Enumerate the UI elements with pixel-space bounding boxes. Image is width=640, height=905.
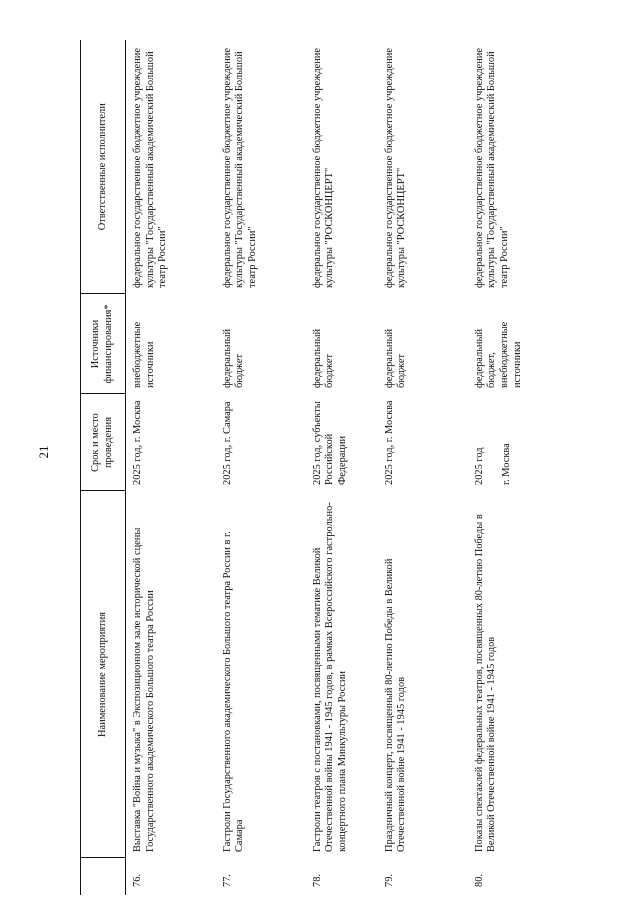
responsible-executor: федеральное государственное бюджетное учреждение культуры "Государственный академический Большой театр России" [473,48,510,288]
table-row [468,40,576,895]
funding-source: федеральный бюджет, внебюджетные источники [473,321,523,388]
event-term: 2025 год, г. Москва [132,400,143,485]
table-header-row [81,40,126,895]
event-term: 2025 год [473,447,485,485]
table-row [216,40,306,895]
funding-source: внебюджетные источники [132,321,156,388]
event-term: 2025 год, субъекты Российской Федерации [311,401,348,485]
responsible-executor: федеральное государственное бюджетное учреждение культуры "Государственный академический Большой театр России" [221,48,258,288]
row-number: 76. [132,874,143,887]
row-number: 78. [311,874,323,887]
header-num [81,858,126,895]
header-term: Срок и место проведения [81,394,126,491]
event-name: Выставка "Война и музыка" в Экспозиционном зале исторической сцены Государственного академического Большого театра России [132,527,156,852]
row-number: 79. [383,874,395,887]
table-row [378,40,468,895]
header-name: Наименование мероприятия [81,491,126,858]
responsible-executor: федеральное государственное бюджетное учреждение культуры "РОСКОНЦЕРТ" [383,48,408,288]
events-table [80,40,576,895]
header-responsible: Ответственные исполнители [81,40,126,294]
events-table-sheet [80,40,625,895]
event-term-cell [468,394,576,491]
row-number: 80. [473,874,485,887]
event-name: Гастроли Государственного академического Большого театра России в г. Самара [221,531,246,852]
page-number: 21 [36,445,51,459]
event-term: 2025 год, г. Москва [383,400,395,485]
row-number: 77. [221,874,233,887]
funding-source: федеральный бюджет [221,328,246,388]
event-term-place: г. Москва [500,443,512,485]
table-row [126,40,216,895]
event-name: Гастроли театров с постановками, посвященными тематике Великой Отечественной войны 1941 - 1945 годов, в рамках Всероссийского гастрольно-концертного плана Минкультуры России [311,502,348,852]
funding-source: федеральный бюджет [383,328,408,388]
event-term: 2025 год, г. Самара [221,401,233,485]
responsible-executor: федеральное государственное бюджетное учреждение культуры "РОСКОНЦЕРТ" [311,48,336,288]
table-row [306,40,378,895]
event-name: Праздничный концерт, посвященный 80-летию Победы в Великой Отечественной войне 1941 - 1945 годов [383,558,408,852]
funding-source: федеральный бюджет [311,328,336,388]
event-name: Показы спектаклей федеральных театров, посвященных 80-летию Победы в Великой Отечественной войне 1941 - 1945 годов [473,514,498,852]
header-source: Источники финансирования* [81,294,126,394]
responsible-executor: федеральное государственное бюджетное учреждение культуры "Государственный академический Большой театр России" [132,48,169,288]
